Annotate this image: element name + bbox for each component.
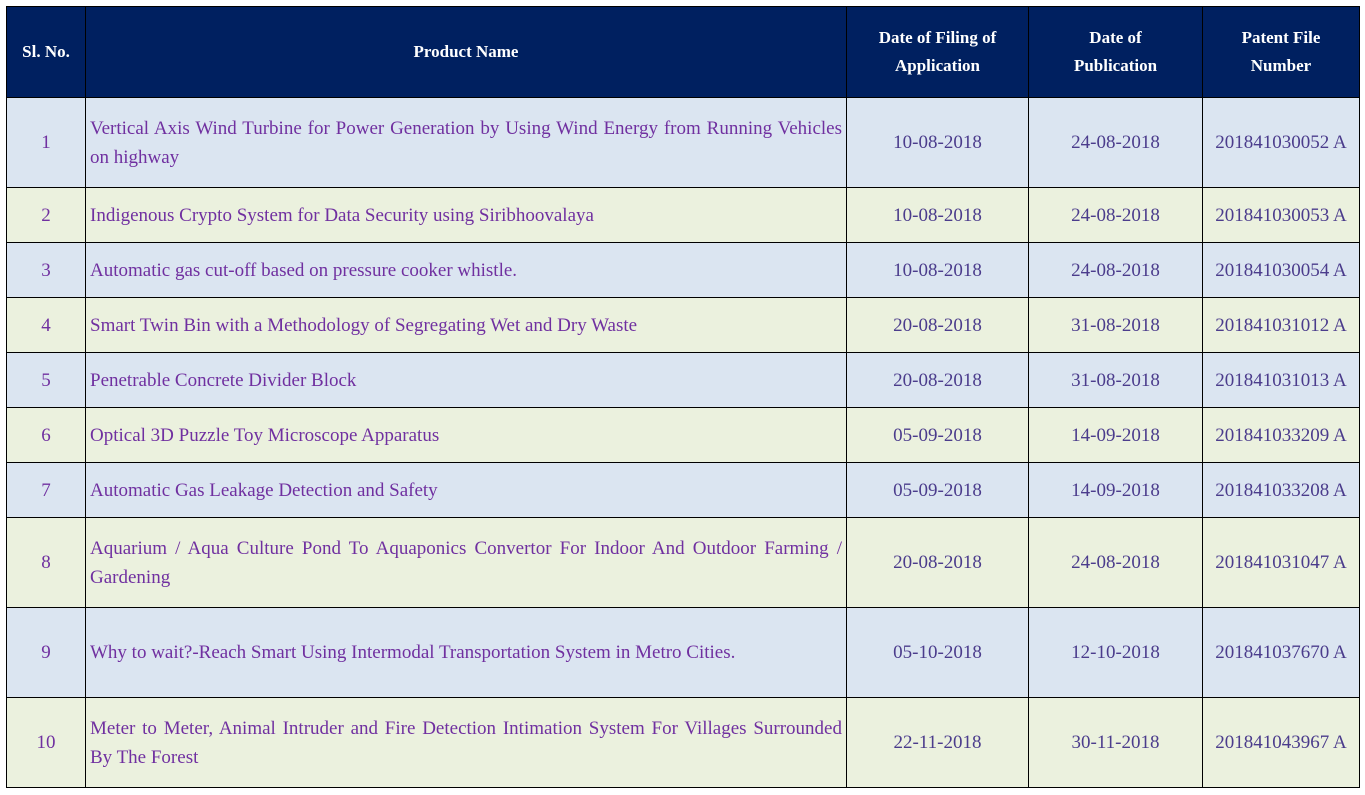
patent-file-number-cell: 201841031012 A [1203, 298, 1360, 353]
header-patent-file-number: Patent File Number [1203, 7, 1360, 98]
table-row [7, 698, 1360, 788]
publication-date-cell: 24-08-2018 [1029, 188, 1203, 243]
publication-date-cell: 30-11-2018 [1029, 698, 1203, 788]
table-row [7, 408, 1360, 463]
product-name-cell: Indigenous Crypto System for Data Security using Siribhoovalaya [86, 188, 847, 243]
table-row [7, 188, 1360, 243]
sl-no-cell: 3 [7, 243, 86, 298]
patent-file-number-cell: 201841033209 A [1203, 408, 1360, 463]
publication-date-cell: 12-10-2018 [1029, 608, 1203, 698]
patent-file-number-cell: 201841031047 A [1203, 518, 1360, 608]
table-row [7, 98, 1360, 188]
sl-no-cell: 8 [7, 518, 86, 608]
product-name-cell: Automatic Gas Leakage Detection and Safety [86, 463, 847, 518]
table-row [7, 353, 1360, 408]
patent-file-number-cell: 201841031013 A [1203, 353, 1360, 408]
filing-date-cell: 10-08-2018 [847, 243, 1029, 298]
publication-date-cell: 14-09-2018 [1029, 463, 1203, 518]
filing-date-cell: 20-08-2018 [847, 518, 1029, 608]
sl-no-cell: 9 [7, 608, 86, 698]
sl-no-cell: 5 [7, 353, 86, 408]
patent-file-number-cell: 201841030054 A [1203, 243, 1360, 298]
table-row [7, 518, 1360, 608]
filing-date-cell: 05-09-2018 [847, 463, 1029, 518]
publication-date-cell: 24-08-2018 [1029, 98, 1203, 188]
product-name-cell: Why to wait?-Reach Smart Using Intermodal Transportation System in Metro Cities. [86, 608, 847, 698]
product-name-cell: Vertical Axis Wind Turbine for Power Generation by Using Wind Energy from Running Vehicles on highway [86, 98, 847, 188]
filing-date-cell: 20-08-2018 [847, 298, 1029, 353]
filing-date-cell: 05-10-2018 [847, 608, 1029, 698]
patent-file-number-cell: 201841037670 A [1203, 608, 1360, 698]
patent-file-number-cell: 201841030053 A [1203, 188, 1360, 243]
sl-no-cell: 1 [7, 98, 86, 188]
product-name-cell: Meter to Meter, Animal Intruder and Fire Detection Intimation System For Villages Surrounded By The Forest [86, 698, 847, 788]
product-name-cell: Automatic gas cut-off based on pressure cooker whistle. [86, 243, 847, 298]
sl-no-cell: 7 [7, 463, 86, 518]
table-row [7, 608, 1360, 698]
header-sl-no: Sl. No. [7, 7, 86, 98]
product-name-cell: Optical 3D Puzzle Toy Microscope Apparatus [86, 408, 847, 463]
table-row [7, 243, 1360, 298]
patent-file-number-cell: 201841033208 A [1203, 463, 1360, 518]
product-name-cell: Smart Twin Bin with a Methodology of Segregating Wet and Dry Waste [86, 298, 847, 353]
patent-file-number-cell: 201841030052 A [1203, 98, 1360, 188]
header-row [7, 7, 1360, 98]
publication-date-cell: 31-08-2018 [1029, 298, 1203, 353]
filing-date-cell: 10-08-2018 [847, 188, 1029, 243]
publication-date-cell: 31-08-2018 [1029, 353, 1203, 408]
filing-date-cell: 22-11-2018 [847, 698, 1029, 788]
filing-date-cell: 05-09-2018 [847, 408, 1029, 463]
publication-date-cell: 24-08-2018 [1029, 243, 1203, 298]
patents-table [6, 6, 1360, 788]
sl-no-cell: 4 [7, 298, 86, 353]
filing-date-cell: 20-08-2018 [847, 353, 1029, 408]
header-product-name: Product Name [86, 7, 847, 98]
sl-no-cell: 6 [7, 408, 86, 463]
patent-file-number-cell: 201841043967 A [1203, 698, 1360, 788]
product-name-cell: Aquarium / Aqua Culture Pond To Aquaponics Convertor For Indoor And Outdoor Farming / Gardening [86, 518, 847, 608]
publication-date-cell: 14-09-2018 [1029, 408, 1203, 463]
publication-date-cell: 24-08-2018 [1029, 518, 1203, 608]
filing-date-cell: 10-08-2018 [847, 98, 1029, 188]
sl-no-cell: 10 [7, 698, 86, 788]
header-filing-date: Date of Filing of Application [847, 7, 1029, 98]
header-publication-date: Date of Publication [1029, 7, 1203, 98]
product-name-cell: Penetrable Concrete Divider Block [86, 353, 847, 408]
sl-no-cell: 2 [7, 188, 86, 243]
table-row [7, 463, 1360, 518]
table-row [7, 298, 1360, 353]
